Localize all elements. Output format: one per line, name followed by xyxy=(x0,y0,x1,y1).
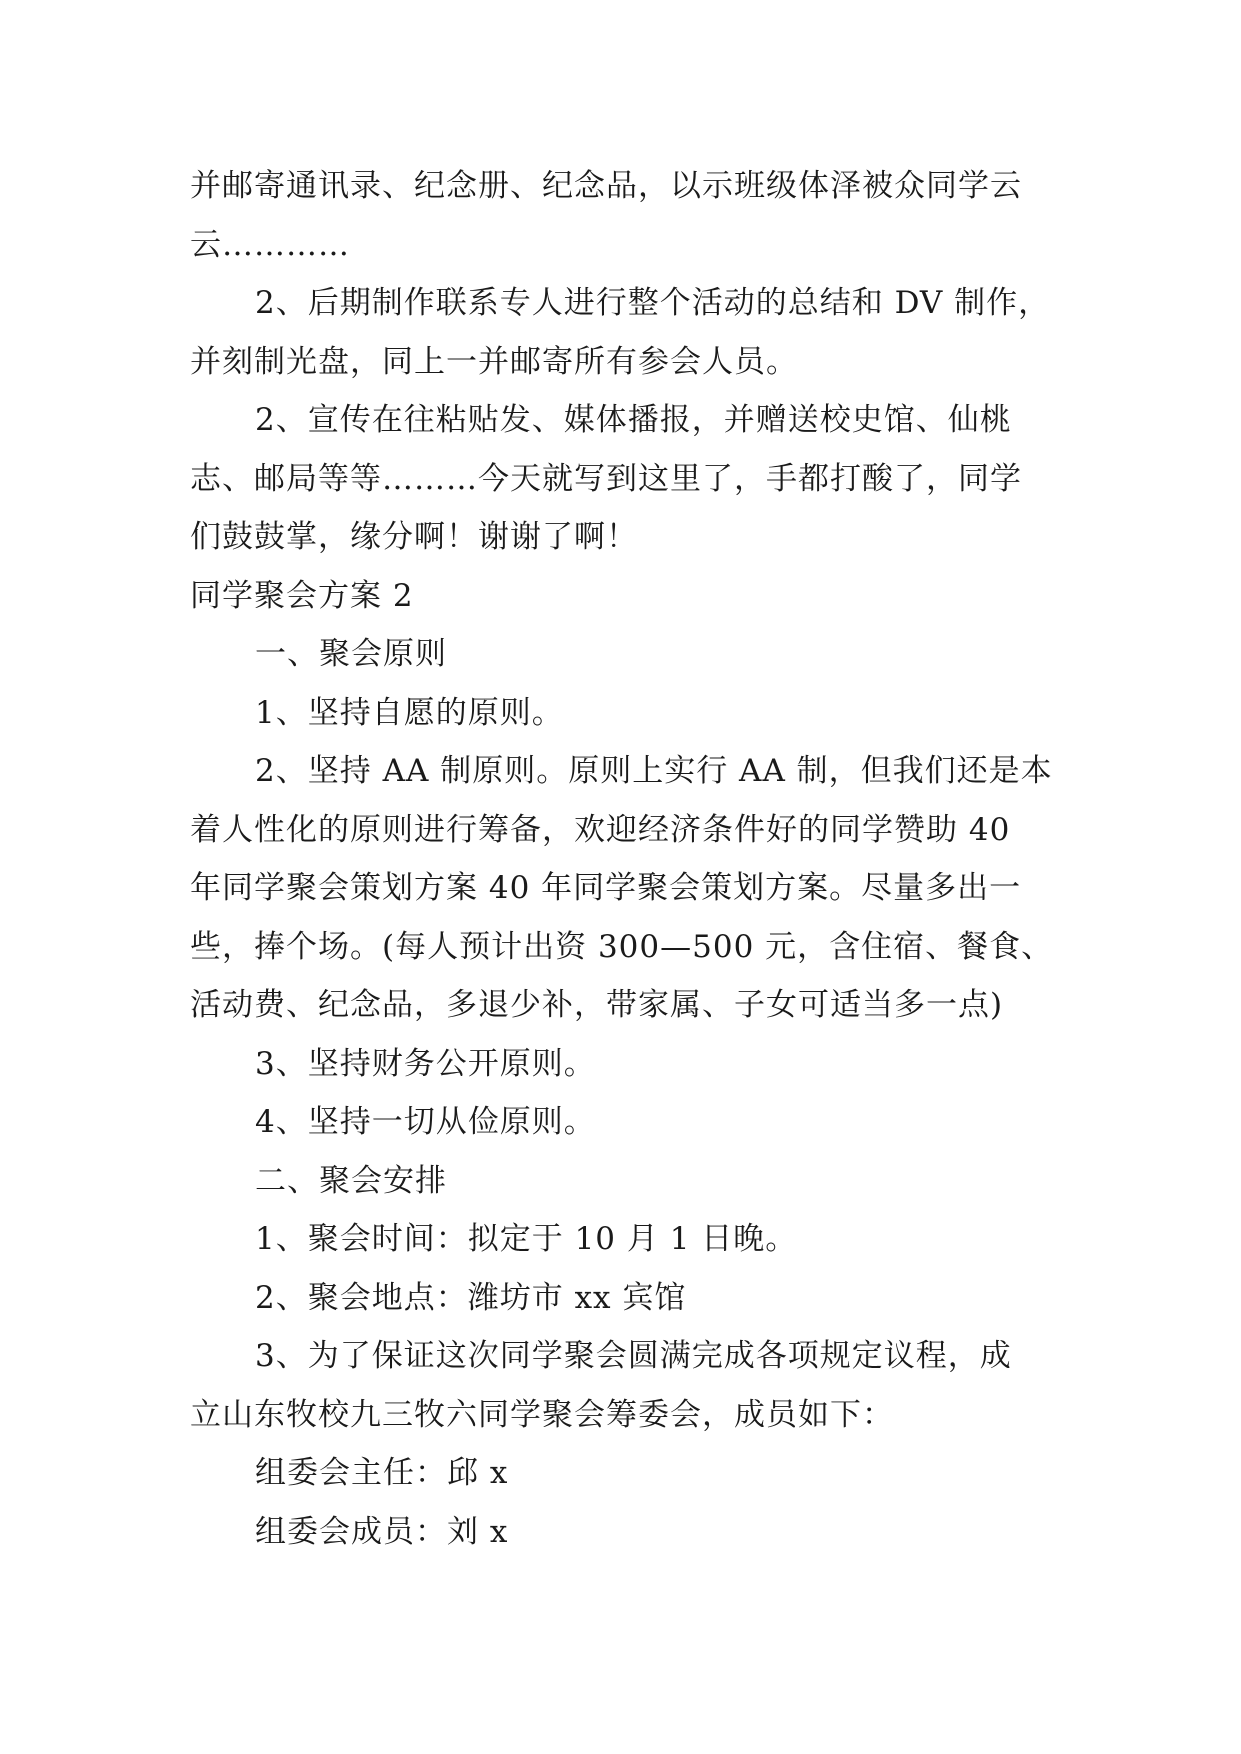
section-heading: 一、聚会原则 xyxy=(255,636,447,672)
paragraph-line: 2、坚持 AA 制原则。原则上实行 AA 制，但我们还是本 xyxy=(255,753,1053,789)
paragraph-line: 们鼓鼓掌，缘分啊！谢谢了啊！ xyxy=(190,519,638,555)
document-body xyxy=(190,157,1060,1561)
paragraph-line: 1、坚持自愿的原则。 xyxy=(255,694,564,731)
paragraph-line: 2、宣传在往粘贴发、媒体播报，并赠送校史馆、仙桃 xyxy=(255,402,1012,438)
paragraph-line: 组委会主任：邱 x xyxy=(255,1455,509,1491)
paragraph-line: 立山东牧校九三牧六同学聚会筹委会，成员如下： xyxy=(190,1396,894,1433)
paragraph-line: 年同学聚会策划方案 40 年同学聚会策划方案。尽量多出一 xyxy=(190,870,1022,906)
paragraph-line: 些，捧个场。(每人预计出资 300—500 元，含住宿、餐食、 xyxy=(190,928,1054,965)
paragraph-line: 活动费、纪念品，多退少补，带家属、子女可适当多一点) xyxy=(190,987,1004,1023)
paragraph-line: 2、后期制作联系专人进行整个活动的总结和 DV 制作， xyxy=(255,285,1051,321)
paragraph-line: 并邮寄通讯录、纪念册、纪念品，以示班级体泽被众同学云 xyxy=(190,168,1022,204)
paragraph-line: 1、聚会时间：拟定于 10 月 1 日晚。 xyxy=(255,1221,798,1257)
paragraph-line: 2、聚会地点：潍坊市 xx 宾馆 xyxy=(255,1279,687,1316)
paragraph-line: 并刻制光盘，同上一并邮寄所有参会人员。 xyxy=(190,343,798,380)
paragraph-line: 4、坚持一切从俭原则。 xyxy=(255,1104,596,1140)
paragraph-line: 云………… xyxy=(190,226,350,263)
paragraph-line: 着人性化的原则进行筹备，欢迎经济条件好的同学赞助 40 xyxy=(190,811,1011,848)
paragraph-line: 3、为了保证这次同学聚会圆满完成各项规定议程，成 xyxy=(255,1338,1012,1374)
paragraph-line: 志、邮局等等………今天就写到这里了，手都打酸了，同学 xyxy=(190,460,1022,497)
paragraph-line: 组委会成员：刘 x xyxy=(255,1513,509,1550)
section-title: 同学聚会方案 2 xyxy=(190,577,414,614)
section-heading: 二、聚会安排 xyxy=(255,1162,447,1199)
paragraph-line: 3、坚持财务公开原则。 xyxy=(255,1045,596,1082)
